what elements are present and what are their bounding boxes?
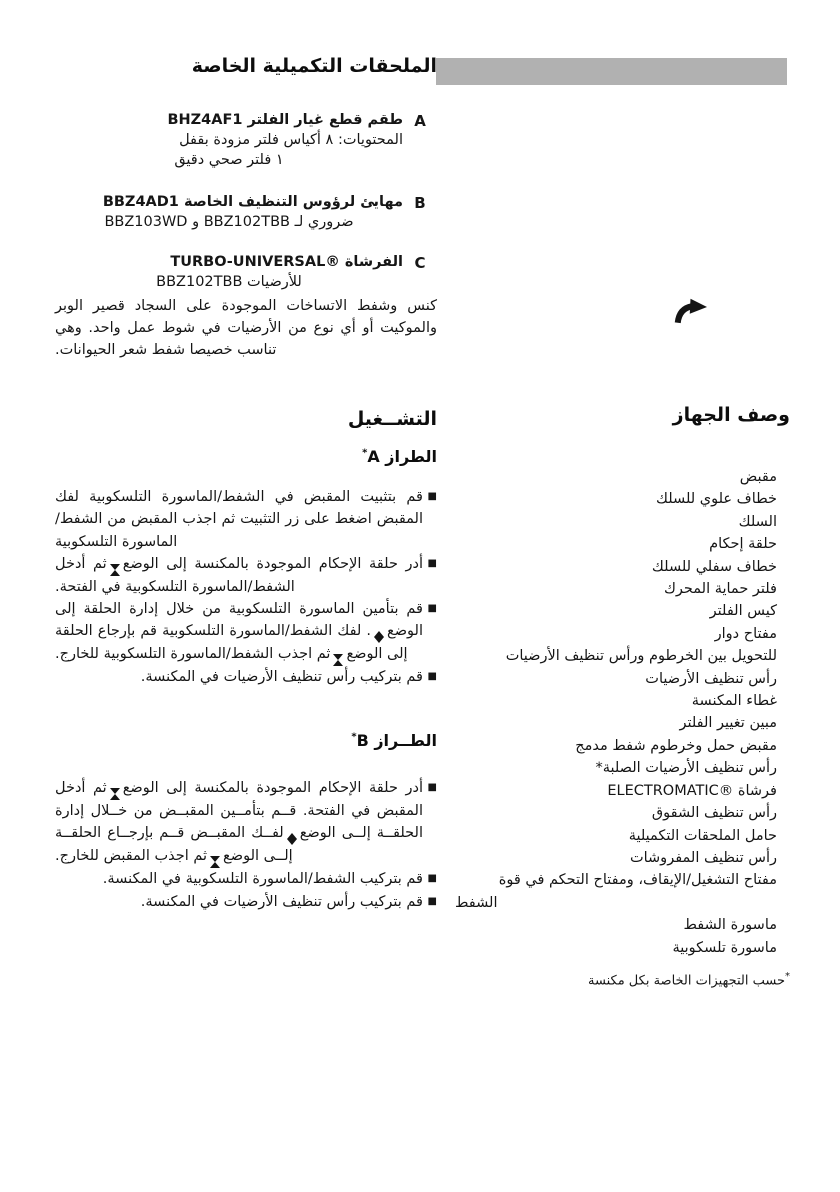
accessory-b-note: ضروري لـ BBZ102TBB و BBZ103WD — [104, 214, 354, 230]
device-part: حلقة إحكام — [709, 536, 777, 553]
accessory-a-extra: ١ فلتر صحي دقيق — [174, 152, 284, 168]
accessory-a-name: طقم قطع غيار الفلتر BHZ4AF1 — [167, 112, 403, 128]
model-a-bullet-4: ■ قم بتركيب رأس تنظيف الأرضيات في المكنسة. — [55, 666, 437, 688]
device-part: حامل الملحقات التكميلية — [628, 827, 777, 844]
model-b-title: الطــراز B* — [351, 731, 437, 750]
device-part: مقبض — [739, 469, 777, 485]
accessory-item-c — [55, 252, 437, 361]
device-part: كيس الفلتر — [709, 603, 777, 620]
device-parts-list — [455, 466, 777, 959]
device-part: مفتاح التشغيل/الإيقاف، ومفتاح التحكم في قوة — [498, 872, 777, 889]
ring-open-position-icon — [333, 654, 343, 666]
model-a-bullet-3: ■ قم بتأمين الماسورة التلسكوبية من خلال إدارة الحلقة إلى الوضع . لفك الشفط/الماسورة التلسكوبية قم بإرجاع الحلقة إلى الوضع ثم اجذب الشفط/الماسورة التلسكوبية للخارج. — [55, 598, 437, 666]
accessory-a-contents: المحتويات: ٨ أكياس فلتر مزودة بقفل — [179, 132, 403, 148]
model-b-asterisk: * — [351, 731, 357, 743]
bullet-square-icon: ■ — [427, 603, 437, 615]
footnote: *حسب التجهيزات الخاصة بكل مكنسة — [588, 971, 790, 989]
header-gray-bar — [436, 58, 787, 85]
accessory-c-name: الفرشاة ®TURBO-UNIVERSAL — [170, 254, 403, 270]
accessory-letter-a: A — [414, 112, 426, 130]
device-part: مبين تغيير الفلتر — [679, 715, 777, 732]
device-part: خطاف علوي للسلك — [656, 491, 777, 508]
accessory-letter-c: C — [414, 254, 426, 272]
bullet-square-icon: ■ — [427, 491, 437, 502]
footnote-asterisk: * — [785, 971, 790, 982]
bullet-square-icon: ■ — [427, 873, 437, 885]
device-part: رأس تنظيف الشقوق — [651, 805, 777, 822]
device-part: رأس تنظيف الأرضيات — [645, 670, 777, 687]
accessories-title: الملحقات التكميلية الخاصة — [191, 55, 437, 77]
bullet-square-icon: ■ — [427, 557, 437, 569]
accessory-letter-b: B — [414, 194, 426, 212]
model-a-instructions — [55, 486, 437, 689]
device-part: رأس تنظيف الأرضيات الصلبة* — [595, 760, 777, 777]
accessory-c-code: للأرضيات BBZ102TBB — [156, 274, 302, 290]
bullet-square-icon: ■ — [427, 895, 437, 907]
model-a-bullet-2: ■ أدر حلقة الإحكام الموجودة بالمكنسة إلى الوضع ثم أدخل الشفط/الماسورة التلسكوبية في الفتحة. — [55, 553, 437, 598]
device-part: غطاء المكنسة — [691, 693, 777, 710]
device-part: خطاف سفلي للسلك — [651, 558, 777, 575]
accessory-item-b — [55, 192, 437, 232]
model-b-bullet-2: ■ قم بتركيب الشفط/الماسورة التلسكوبية في المكنسة. — [55, 868, 437, 890]
device-part-wrap: الشفط — [455, 894, 498, 911]
model-b-instructions — [55, 777, 437, 913]
accessory-item-a — [55, 110, 437, 170]
device-part: مقبض حمل وخرطوم شفط مدمج — [575, 737, 777, 754]
device-part: رأس تنظيف المفروشات — [629, 849, 777, 866]
model-a-title: الطراز A* — [362, 447, 437, 466]
ring-open-position-icon — [210, 856, 220, 868]
ring-open-position-icon — [110, 788, 120, 800]
accessory-c-description: كنس وشفط الاتساخات الموجودة على السجاد قصير الوبر والموكيت أو أي نوع من الأرضيات في شوط عمل واحد. وهي تناسب خصيصا شفط شعر الحيوانات. — [55, 298, 437, 358]
device-part-wrap: للتحويل بين الخرطوم ورأس تنظيف الأرضيات — [505, 648, 777, 665]
device-description-title: وصف الجهاز — [672, 404, 790, 426]
ring-open-position-icon — [110, 564, 120, 576]
device-part: ماسورة الشفط — [683, 917, 777, 934]
bullet-square-icon: ■ — [427, 782, 437, 793]
operation-title: التشــغيل — [347, 408, 437, 430]
ring-locked-position-icon — [287, 833, 297, 845]
device-part: ماسورة تلسكوبية — [672, 939, 777, 956]
device-part: السلك — [738, 513, 777, 530]
model-b-bullet-1: ■ أدر حلقة الإحكام الموجودة بالمكنسة إلى الوضع ثم أدخل المقبض في الفتحة. قــم بتأمــين المقبــض من خــلال إدارة الحلقــة إلــى الوضع لفــك المقبــض قــم بإرجــاع الحلقــة إلــى الوضع ثم اجذب المقبض للخارج. — [55, 777, 437, 868]
ring-locked-position-icon — [374, 631, 384, 643]
model-a-asterisk: * — [362, 447, 368, 459]
device-part: فرشاة ®ELECTROMATIC — [607, 782, 777, 799]
model-a-bullet-1: ■ قم بتثبيت المقبض في الشفط/الماسورة التلسكوبية لفك المقبض اضغط على زر التثبيت ثم اجذب المقبض من الشفط/الماسورة التلسكوبية — [55, 486, 437, 553]
device-part: فلتر حماية المحرك — [663, 581, 777, 598]
device-part: مفتاح دوار — [714, 625, 777, 642]
accessory-b-name: مهايئ لرؤوس التنظيف الخاصة BBZ4AD1 — [102, 194, 403, 210]
curved-arrow-icon — [674, 296, 710, 324]
model-b-bullet-3: ■ قم بتركيب رأس تنظيف الأرضيات في المكنسة. — [55, 891, 437, 913]
bullet-square-icon: ■ — [427, 671, 437, 683]
